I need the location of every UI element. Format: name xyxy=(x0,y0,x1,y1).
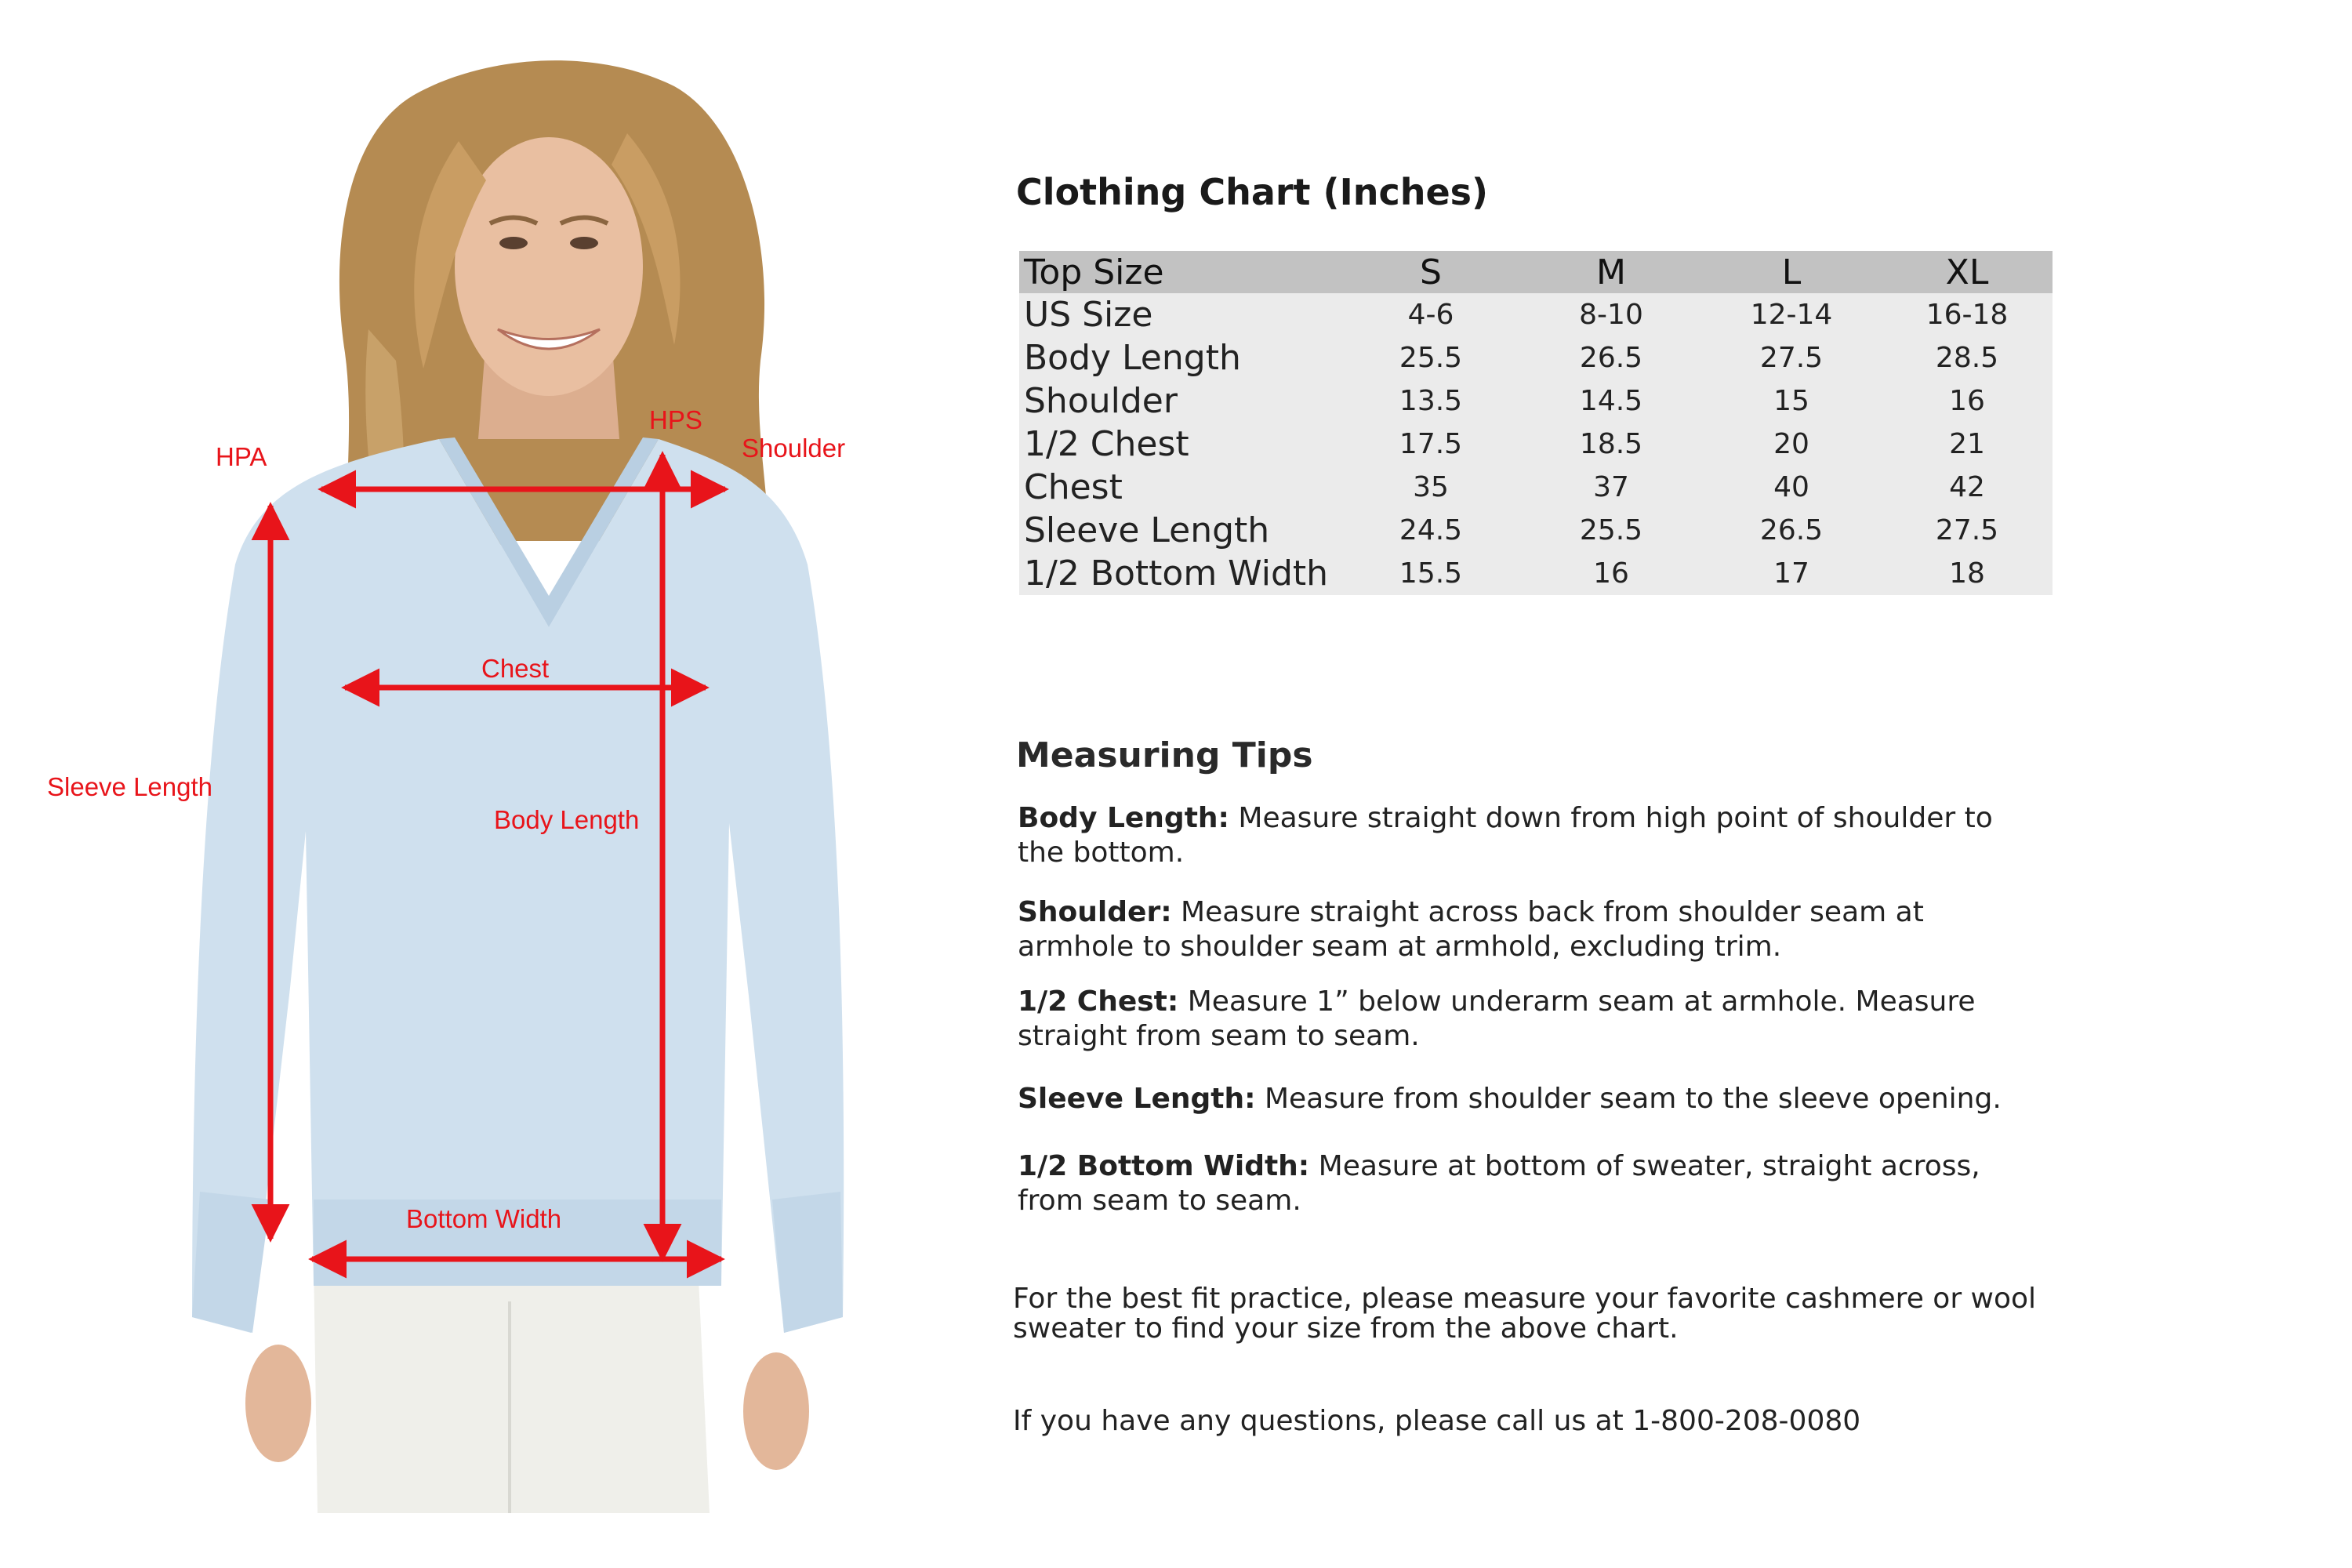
cell: 40 xyxy=(1773,471,1809,503)
header-size-s: S xyxy=(1341,251,1521,293)
hpa-label: HPA xyxy=(216,442,267,471)
cell: 4-6 xyxy=(1407,299,1454,331)
model-photo xyxy=(192,60,844,1513)
tip-term: Shoulder: xyxy=(1018,896,1172,928)
row-label: Body Length xyxy=(1024,338,1241,378)
row-label: 1/2 Bottom Width xyxy=(1024,554,1329,593)
table-row xyxy=(1019,466,2053,509)
cell: 37 xyxy=(1593,471,1629,503)
header-size-l: L xyxy=(1701,251,1882,293)
chest-label: Chest xyxy=(481,654,550,683)
row-label: 1/2 Chest xyxy=(1024,424,1189,464)
tips-title: Measuring Tips xyxy=(1016,735,1313,775)
size-table xyxy=(1019,251,2053,595)
table-row xyxy=(1019,423,2053,466)
tip-text: Measure straight down from high point of shoulder to the bottom. xyxy=(1018,802,1993,869)
left-hand xyxy=(245,1345,311,1462)
cell: 25.5 xyxy=(1579,514,1643,546)
pants xyxy=(314,1262,710,1513)
cell: 20 xyxy=(1773,428,1809,460)
shoulder-label: Shoulder xyxy=(742,434,846,463)
cell: 27.5 xyxy=(1759,342,1824,374)
cell: 21 xyxy=(1949,428,1985,460)
cell: 26.5 xyxy=(1759,514,1824,546)
cell: 16 xyxy=(1949,385,1985,417)
row-label: Chest xyxy=(1024,467,1123,507)
table-row xyxy=(1019,379,2053,423)
tip-text: Measure straight across back from shoulder seam at armhole to shoulder seam at armhold, excluding trim. xyxy=(1018,896,1924,963)
cell: 15.5 xyxy=(1399,557,1463,590)
right-hand xyxy=(743,1352,809,1470)
bottom-width-label: Bottom Width xyxy=(406,1204,562,1233)
tip-bottom-width xyxy=(1018,1149,2037,1218)
header-size-m: M xyxy=(1521,251,1701,293)
hps-label: HPS xyxy=(649,405,702,434)
tip-shoulder xyxy=(1018,895,2037,964)
cell: 8-10 xyxy=(1579,299,1643,331)
tip-term: Body Length: xyxy=(1018,802,1229,834)
row-label: Sleeve Length xyxy=(1024,510,1270,550)
fit-note: For the best fit practice, please measure your favorite cashmere or wool sweater to find your size from the above chart. xyxy=(1013,1283,2037,1345)
cell: 27.5 xyxy=(1935,514,1999,546)
cell: 12-14 xyxy=(1750,299,1833,331)
tip-text: Measure from shoulder seam to the sleeve opening. xyxy=(1264,1083,2002,1115)
header-size-xl: XL xyxy=(1882,251,2053,293)
measurement-diagram xyxy=(0,0,941,1568)
cell: 16 xyxy=(1593,557,1629,590)
cell: 35 xyxy=(1413,471,1449,503)
cell: 18.5 xyxy=(1579,428,1643,460)
table-row xyxy=(1019,336,2053,379)
tip-text: Measure 1” below underarm seam at armhole. Measure straight from seam to seam. xyxy=(1018,985,1976,1052)
cell: 24.5 xyxy=(1399,514,1463,546)
chart-title: Clothing Chart (Inches) xyxy=(1016,171,1489,213)
cell: 42 xyxy=(1949,471,1985,503)
tip-term: Sleeve Length: xyxy=(1018,1083,1256,1115)
cell: 17 xyxy=(1773,557,1809,590)
sleeve-length-label: Sleeve Length xyxy=(47,772,213,801)
row-label: US Size xyxy=(1024,295,1153,335)
cell: 18 xyxy=(1949,557,1985,590)
header-top-size: Top Size xyxy=(1019,251,1341,293)
cell: 15 xyxy=(1773,385,1809,417)
table-row xyxy=(1019,293,2053,336)
cell: 13.5 xyxy=(1399,385,1463,417)
table-row xyxy=(1019,552,2053,595)
tip-term: 1/2 Chest: xyxy=(1018,985,1179,1018)
cell: 25.5 xyxy=(1399,342,1463,374)
body-length-label: Body Length xyxy=(494,805,640,834)
tip-half-chest xyxy=(1018,985,2037,1054)
size-header-row xyxy=(1019,251,2053,293)
cell: 14.5 xyxy=(1579,385,1643,417)
tip-body-length xyxy=(1018,801,2037,870)
table-row xyxy=(1019,509,2053,552)
cell: 26.5 xyxy=(1579,342,1643,374)
cell: 17.5 xyxy=(1399,428,1463,460)
tip-term: 1/2 Bottom Width: xyxy=(1018,1150,1310,1182)
row-label: Shoulder xyxy=(1024,381,1178,421)
tip-sleeve-length xyxy=(1018,1082,2037,1116)
cell: 16-18 xyxy=(1926,299,2009,331)
contact-note: If you have any questions, please call us at 1-800-208-0080 xyxy=(1013,1405,1861,1437)
cell: 28.5 xyxy=(1935,342,1999,374)
tip-text: Measure at bottom of sweater, straight across, from seam to seam. xyxy=(1018,1150,1980,1217)
